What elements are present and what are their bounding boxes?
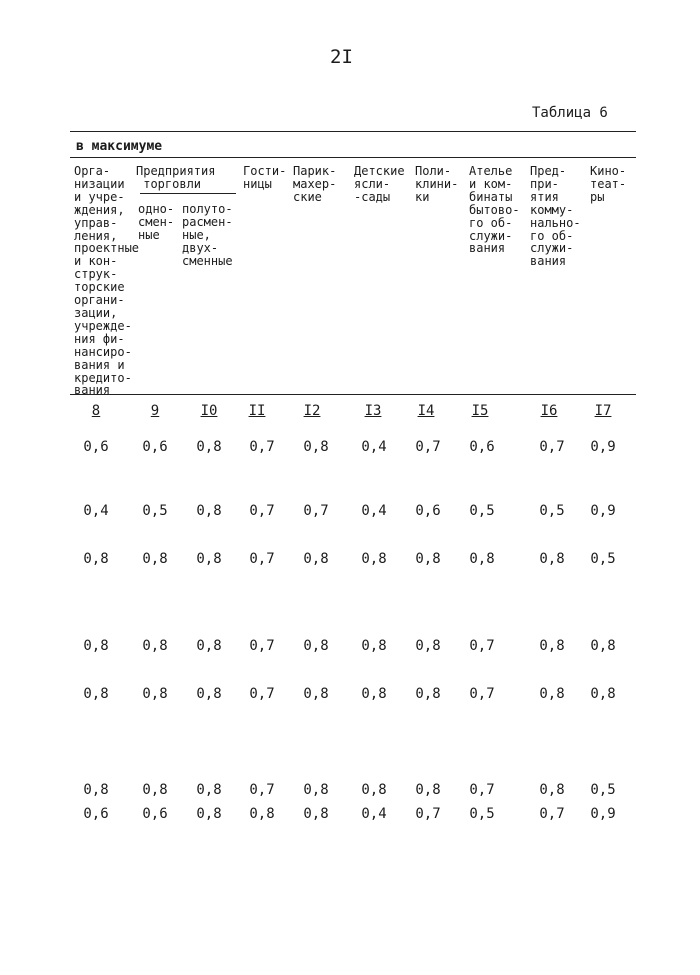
table-cell: 0,7 xyxy=(249,503,275,519)
column-header-kindergartens: Детские ясли- -сады xyxy=(354,164,405,204)
table-cell: 0,8 xyxy=(83,782,109,798)
table-cell: 0,9 xyxy=(590,503,616,519)
table-cell: 0,7 xyxy=(469,782,495,798)
table-cell: 0,6 xyxy=(469,439,495,455)
subheader-two-shift: полуто- расмен- ные, двух- сменные xyxy=(182,202,233,268)
table-cell: 0,6 xyxy=(142,806,168,822)
table-cell: 0,8 xyxy=(249,806,275,822)
trade-subheader-rule xyxy=(140,193,236,194)
table-cell: 0,8 xyxy=(590,638,616,654)
table-cell: 0,5 xyxy=(469,503,495,519)
column-number: I0 xyxy=(200,403,218,419)
table-cell: 0,8 xyxy=(196,686,222,702)
table-cell: 0,8 xyxy=(303,551,329,567)
table-cell: 0,7 xyxy=(249,551,275,567)
table-cell: 0,8 xyxy=(196,503,222,519)
table-cell: 0,8 xyxy=(361,551,387,567)
column-number: I6 xyxy=(540,403,558,419)
column-numbers-rule xyxy=(70,394,636,395)
column-number: I2 xyxy=(303,403,321,419)
table-cell: 0,5 xyxy=(469,806,495,822)
column-header-hairdressers: Парик- махер- ские xyxy=(293,164,337,204)
table-cell: 0,7 xyxy=(539,806,565,822)
table-cell: 0,8 xyxy=(196,806,222,822)
table-cell: 0,8 xyxy=(303,439,329,455)
table-cell: 0,7 xyxy=(249,439,275,455)
table-cell: 0,5 xyxy=(590,782,616,798)
table-cell: 0,8 xyxy=(83,686,109,702)
table-cell: 0,8 xyxy=(196,439,222,455)
subheader-one-shift: одно- смен- ные xyxy=(138,202,175,242)
table-cell: 0,8 xyxy=(196,638,222,654)
table-cell: 0,8 xyxy=(142,638,168,654)
table-cell: 0,6 xyxy=(142,439,168,455)
table-cell: 0,8 xyxy=(303,686,329,702)
table-cell: 0,8 xyxy=(142,782,168,798)
table-cell: 0,8 xyxy=(361,782,387,798)
column-number: I7 xyxy=(594,403,612,419)
table-cell: 0,8 xyxy=(303,782,329,798)
column-header-ateliers: Ателье и ком- бинаты бытово- го об- служи- вания xyxy=(469,164,520,256)
table-cell: 0,7 xyxy=(249,638,275,654)
table-cell: 0,8 xyxy=(196,782,222,798)
table-cell: 0,8 xyxy=(303,638,329,654)
table-cell: 0,8 xyxy=(303,806,329,822)
table-cell: 0,7 xyxy=(539,439,565,455)
table-cell: 0,7 xyxy=(415,439,441,455)
table-cell: 0,9 xyxy=(590,439,616,455)
table-cell: 0,8 xyxy=(361,686,387,702)
column-header-cinemas: Кино- теат- ры xyxy=(590,164,627,204)
column-header-hotels: Гости- ницы xyxy=(243,164,287,191)
table-cell: 0,8 xyxy=(539,686,565,702)
table-cell: 0,6 xyxy=(83,439,109,455)
table-cell: 0,7 xyxy=(303,503,329,519)
table-cell: 0,7 xyxy=(469,686,495,702)
table-cell: 0,8 xyxy=(361,638,387,654)
table-cell: 0,4 xyxy=(83,503,109,519)
table-cell: 0,5 xyxy=(142,503,168,519)
page-number: 2I xyxy=(330,46,353,68)
table-cell: 0,8 xyxy=(415,638,441,654)
table-cell: 0,8 xyxy=(415,686,441,702)
table-cell: 0,7 xyxy=(469,638,495,654)
table-cell: 0,7 xyxy=(415,806,441,822)
column-header-organizations: Орга- низации и учре- ждения, управ- ления, проектные и кон- струк- торские органи- зации, учрежде- ния фи- нансиро- вания и кредито- вания xyxy=(74,164,140,398)
table-cell: 0,4 xyxy=(361,806,387,822)
table-cell: 0,4 xyxy=(361,503,387,519)
table-cell: 0,9 xyxy=(590,806,616,822)
table-cell: 0,8 xyxy=(83,638,109,654)
column-number: II xyxy=(248,403,266,419)
table-cell: 0,8 xyxy=(590,686,616,702)
table-cell: 0,8 xyxy=(83,551,109,567)
table-cell: 0,8 xyxy=(469,551,495,567)
table-cell: 0,8 xyxy=(539,638,565,654)
table-cell: 0,4 xyxy=(361,439,387,455)
header-rule xyxy=(70,157,636,158)
table-cell: 0,8 xyxy=(539,551,565,567)
column-header-polyclinics: Поли- клини- ки xyxy=(415,164,459,204)
table-cell: 0,6 xyxy=(415,503,441,519)
column-header-trade: Предприятия торговли xyxy=(136,164,216,191)
table-cell: 0,8 xyxy=(142,551,168,567)
table-cell: 0,8 xyxy=(196,551,222,567)
table-cell: 0,8 xyxy=(142,686,168,702)
table-cell: 0,7 xyxy=(249,686,275,702)
table-cell: 0,5 xyxy=(539,503,565,519)
column-header-communal: Пред- при- ятия комму- нально- го об- служи- вания xyxy=(530,164,581,269)
column-number: 8 xyxy=(91,403,101,419)
table-title: Таблица 6 xyxy=(532,105,608,121)
table-cell: 0,8 xyxy=(415,551,441,567)
column-number: I5 xyxy=(471,403,489,419)
table-cell: 0,6 xyxy=(83,806,109,822)
table-cell: 0,8 xyxy=(415,782,441,798)
column-number: 9 xyxy=(150,403,160,419)
table-cell: 0,5 xyxy=(590,551,616,567)
band-label: в максимуме xyxy=(76,139,163,154)
table-cell: 0,8 xyxy=(539,782,565,798)
column-number: I3 xyxy=(364,403,382,419)
table-cell: 0,7 xyxy=(249,782,275,798)
top-rule xyxy=(70,131,636,132)
column-number: I4 xyxy=(417,403,435,419)
